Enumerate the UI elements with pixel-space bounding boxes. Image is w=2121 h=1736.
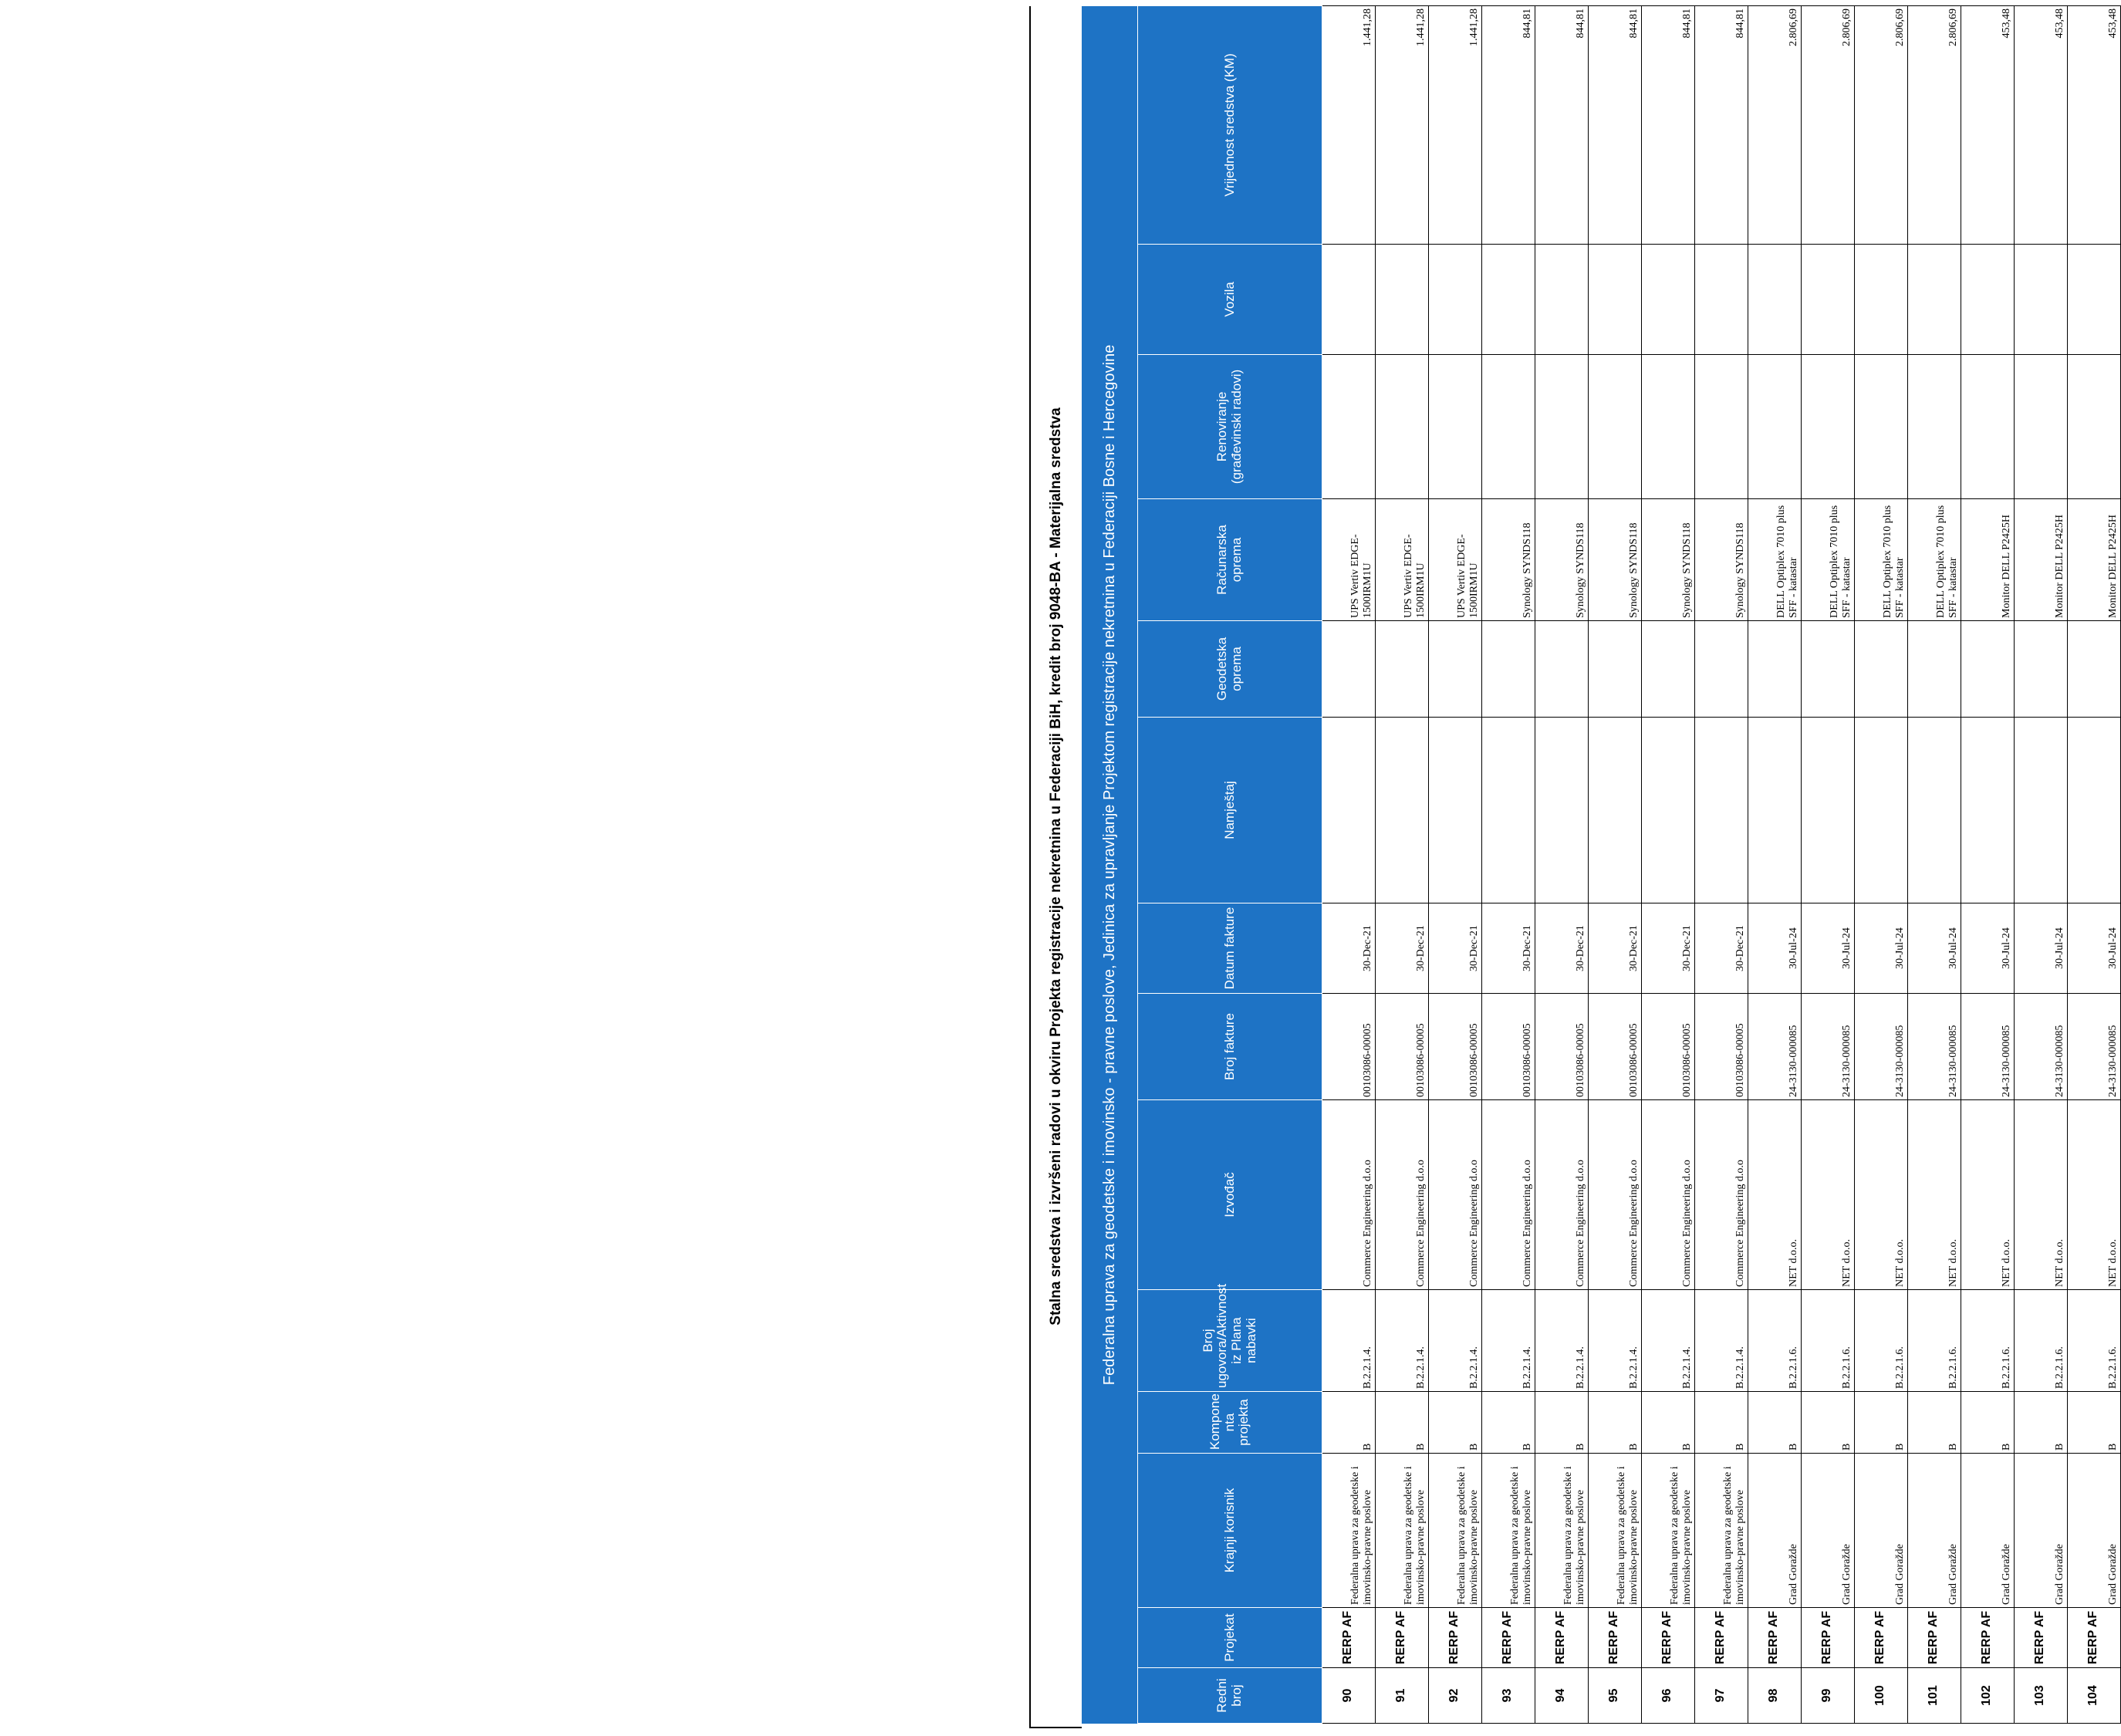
component-cell: B <box>2015 1392 2068 1454</box>
component-cell: B <box>1535 1392 1589 1454</box>
invoice-number-cell: 24-3130-000085 <box>2068 994 2121 1100</box>
component-cell: B <box>1748 1392 1802 1454</box>
contract-cell: B.2.2.1.4. <box>1482 1290 1535 1392</box>
furniture-cell <box>1695 718 1748 903</box>
computer-equipment-cell: DELL Optiplex 7010 plus SFF - katastar <box>1908 499 1961 621</box>
furniture-cell <box>1855 718 1908 903</box>
invoice-number-cell: 00103086-00005 <box>1589 994 1642 1100</box>
vehicles-cell <box>2015 245 2068 355</box>
vehicles-cell <box>1748 245 1802 355</box>
component-cell: B <box>1322 1392 1376 1454</box>
vehicles-cell <box>1589 245 1642 355</box>
contractor-cell: NET d.o.o. <box>1802 1100 1855 1290</box>
row-number: 96 <box>1642 1668 1695 1724</box>
furniture-cell <box>2068 718 2121 903</box>
contract-cell: B.2.2.1.6. <box>2015 1290 2068 1392</box>
asset-value-cell: 1.441,28 <box>1376 6 1429 245</box>
invoice-number-cell: 00103086-00005 <box>1376 994 1429 1100</box>
end-user-cell: Grad Goražde <box>1908 1454 1961 1608</box>
invoice-number-cell: 00103086-00005 <box>1482 994 1535 1100</box>
computer-equipment-cell: Synology SYNDS118 <box>1589 499 1642 621</box>
row-number: 103 <box>2015 1668 2068 1724</box>
invoice-date-cell: 30-Jul-24 <box>2068 903 2121 994</box>
col-broj-ugovora: Broj ugovora/Aktivnost iz Plana nabavki <box>1138 1290 1322 1392</box>
table-row <box>1748 6 1802 1724</box>
geodetic-equipment-cell <box>1482 621 1535 718</box>
contract-cell: B.2.2.1.4. <box>1376 1290 1429 1392</box>
contractor-cell: NET d.o.o. <box>2015 1100 2068 1290</box>
end-user-cell: Grad Goražde <box>1855 1454 1908 1608</box>
col-izvodac: Izvođač <box>1138 1100 1322 1290</box>
project-cell: RERP AF <box>1429 1608 1482 1668</box>
geodetic-equipment-cell <box>1802 621 1855 718</box>
project-cell: RERP AF <box>1748 1608 1802 1668</box>
contractor-cell: Commerce Engineering d.o.o <box>1589 1100 1642 1290</box>
row-number: 98 <box>1748 1668 1802 1724</box>
col-vozila: Vozila <box>1138 245 1322 355</box>
component-cell: B <box>1695 1392 1748 1454</box>
computer-equipment-cell: Synology SYNDS118 <box>1695 499 1748 621</box>
col-komponenta: Kompone nta projekta <box>1138 1392 1322 1454</box>
renovation-cell <box>1855 355 1908 499</box>
invoice-date-cell: 30-Dec-21 <box>1376 903 1429 994</box>
table-body <box>1322 6 2121 1724</box>
asset-value-cell: 844,81 <box>1695 6 1748 245</box>
invoice-date-cell: 30-Dec-21 <box>1695 903 1748 994</box>
renovation-cell <box>1908 355 1961 499</box>
computer-equipment-cell: UPS Vertiv EDGE-1500IRM1U <box>1322 499 1376 621</box>
renovation-cell <box>1589 355 1642 499</box>
invoice-date-cell: 30-Dec-21 <box>1535 903 1589 994</box>
project-cell: RERP AF <box>1376 1608 1429 1668</box>
contract-cell: B.2.2.1.6. <box>1802 1290 1855 1392</box>
project-cell: RERP AF <box>1482 1608 1535 1668</box>
furniture-cell <box>1322 718 1376 903</box>
row-number: 93 <box>1482 1668 1535 1724</box>
asset-value-cell: 1.441,28 <box>1429 6 1482 245</box>
table-row <box>1961 6 2015 1724</box>
table-row <box>1695 6 1748 1724</box>
project-cell: RERP AF <box>1322 1608 1376 1668</box>
component-cell: B <box>1961 1392 2015 1454</box>
invoice-date-cell: 30-Dec-21 <box>1429 903 1482 994</box>
furniture-cell <box>1908 718 1961 903</box>
end-user-cell: Federalna uprava za geodetske i imovinsko-pravne poslove <box>1376 1454 1429 1608</box>
renovation-cell <box>1429 355 1482 499</box>
furniture-cell <box>1748 718 1802 903</box>
computer-equipment-cell: DELL Optiplex 7010 plus SFF - katastar <box>1855 499 1908 621</box>
end-user-cell: Federalna uprava za geodetske i imovinsko-pravne poslove <box>1642 1454 1695 1608</box>
end-user-cell: Federalna uprava za geodetske i imovinsko-pravne poslove <box>1695 1454 1748 1608</box>
furniture-cell <box>1482 718 1535 903</box>
col-geodetska-oprema: Geodetska oprema <box>1138 621 1322 718</box>
vehicles-cell <box>1802 245 1855 355</box>
table-row <box>2015 6 2068 1724</box>
row-number: 102 <box>1961 1668 2015 1724</box>
computer-equipment-cell: Synology SYNDS118 <box>1535 499 1589 621</box>
renovation-cell <box>1695 355 1748 499</box>
project-cell: RERP AF <box>2068 1608 2121 1668</box>
geodetic-equipment-cell <box>1589 621 1642 718</box>
geodetic-equipment-cell <box>1429 621 1482 718</box>
contractor-cell: NET d.o.o. <box>2068 1100 2121 1290</box>
project-cell: RERP AF <box>2015 1608 2068 1668</box>
col-vrijednost: Vrijednost sredstva (KM) <box>1138 6 1322 245</box>
geodetic-equipment-cell <box>1376 621 1429 718</box>
invoice-date-cell: 30-Dec-21 <box>1642 903 1695 994</box>
asset-value-cell: 2.806,69 <box>1748 6 1802 245</box>
invoice-date-cell: 30-Jul-24 <box>2015 903 2068 994</box>
vehicles-cell <box>1429 245 1482 355</box>
vehicles-cell <box>1482 245 1535 355</box>
table-row <box>1642 6 1695 1724</box>
contractor-cell: NET d.o.o. <box>1908 1100 1961 1290</box>
vehicles-cell <box>2068 245 2121 355</box>
invoice-date-cell: 30-Jul-24 <box>1908 903 1961 994</box>
furniture-cell <box>2015 718 2068 903</box>
table-row <box>1908 6 1961 1724</box>
table-row <box>1589 6 1642 1724</box>
invoice-date-cell: 30-Jul-24 <box>1748 903 1802 994</box>
invoice-date-cell: 30-Jul-24 <box>1802 903 1855 994</box>
asset-value-cell: 453,48 <box>2068 6 2121 245</box>
vehicles-cell <box>1855 245 1908 355</box>
component-cell: B <box>1589 1392 1642 1454</box>
col-namjestaj: Namještaj <box>1138 718 1322 903</box>
contract-cell: B.2.2.1.4. <box>1322 1290 1376 1392</box>
computer-equipment-cell: Monitor DELL P2425H <box>1961 499 2015 621</box>
contract-cell: B.2.2.1.4. <box>1695 1290 1748 1392</box>
asset-value-cell: 2.806,69 <box>1802 6 1855 245</box>
renovation-cell <box>1748 355 1802 499</box>
col-redni-broj: Redni broj <box>1138 1668 1322 1724</box>
invoice-number-cell: 00103086-00005 <box>1429 994 1482 1100</box>
end-user-cell: Grad Goražde <box>2068 1454 2121 1608</box>
invoice-number-cell: 24-3130-000085 <box>2015 994 2068 1100</box>
component-cell: B <box>1429 1392 1482 1454</box>
vehicles-cell <box>1642 245 1695 355</box>
geodetic-equipment-cell <box>1695 621 1748 718</box>
col-krajnji-korisnik: Krajnji korisnik <box>1138 1454 1322 1608</box>
end-user-cell: Federalna uprava za geodetske i imovinsko-pravne poslove <box>1429 1454 1482 1608</box>
invoice-number-cell: 24-3130-000085 <box>1961 994 2015 1100</box>
contract-cell: B.2.2.1.6. <box>1748 1290 1802 1392</box>
project-cell: RERP AF <box>1642 1608 1695 1668</box>
computer-equipment-cell: UPS Vertiv EDGE-1500IRM1U <box>1376 499 1429 621</box>
asset-value-cell: 844,81 <box>1642 6 1695 245</box>
computer-equipment-cell: UPS Vertiv EDGE-1500IRM1U <box>1429 499 1482 621</box>
geodetic-equipment-cell <box>1961 621 2015 718</box>
table-row <box>1855 6 1908 1724</box>
component-cell: B <box>1642 1392 1695 1454</box>
computer-equipment-cell: DELL Optiplex 7010 plus SFF - katastar <box>1748 499 1802 621</box>
renovation-cell <box>1482 355 1535 499</box>
geodetic-equipment-cell <box>1642 621 1695 718</box>
project-cell: RERP AF <box>1535 1608 1589 1668</box>
project-cell: RERP AF <box>1802 1608 1855 1668</box>
contract-cell: B.2.2.1.6. <box>1908 1290 1961 1392</box>
row-number: 90 <box>1322 1668 1376 1724</box>
contract-cell: B.2.2.1.4. <box>1589 1290 1642 1392</box>
contractor-cell: NET d.o.o. <box>1855 1100 1908 1290</box>
computer-equipment-cell: Synology SYNDS118 <box>1482 499 1535 621</box>
renovation-cell <box>1376 355 1429 499</box>
computer-equipment-cell: Monitor DELL P2425H <box>2015 499 2068 621</box>
contract-cell: B.2.2.1.6. <box>2068 1290 2121 1392</box>
component-cell: B <box>1802 1392 1855 1454</box>
geodetic-equipment-cell <box>2015 621 2068 718</box>
end-user-cell: Grad Goražde <box>1802 1454 1855 1608</box>
asset-value-cell: 844,81 <box>1535 6 1589 245</box>
organization-banner: Federalna uprava za geodetske i imovinsko - pravne poslove, Jedinica za upravljanje Projektom registracije nekretnina u Federaciji Bosne i Hercegovine <box>1082 6 1137 1724</box>
contractor-cell: Commerce Engineering d.o.o <box>1695 1100 1748 1290</box>
row-number: 97 <box>1695 1668 1748 1724</box>
contractor-cell: Commerce Engineering d.o.o <box>1376 1100 1429 1290</box>
asset-value-cell: 453,48 <box>2015 6 2068 245</box>
component-cell: B <box>1482 1392 1535 1454</box>
component-cell: B <box>1908 1392 1961 1454</box>
project-cell: RERP AF <box>1695 1608 1748 1668</box>
vehicles-cell <box>1322 245 1376 355</box>
furniture-cell <box>1961 718 2015 903</box>
table-row <box>1802 6 1855 1724</box>
table-row <box>1535 6 1589 1724</box>
table-row <box>2068 6 2121 1724</box>
end-user-cell: Federalna uprava za geodetske i imovinsko-pravne poslove <box>1535 1454 1589 1608</box>
component-cell: B <box>1376 1392 1429 1454</box>
table-row <box>1429 6 1482 1724</box>
invoice-number-cell: 24-3130-000085 <box>1855 994 1908 1100</box>
geodetic-equipment-cell <box>1908 621 1961 718</box>
end-user-cell: Federalna uprava za geodetske i imovinsko-pravne poslove <box>1589 1454 1642 1608</box>
assets-table <box>1137 5 2121 1724</box>
project-cell: RERP AF <box>1589 1608 1642 1668</box>
invoice-number-cell: 00103086-00005 <box>1695 994 1748 1100</box>
asset-value-cell: 453,48 <box>1961 6 2015 245</box>
geodetic-equipment-cell <box>1855 621 1908 718</box>
end-user-cell: Federalna uprava za geodetske i imovinsko-pravne poslove <box>1322 1454 1376 1608</box>
contract-cell: B.2.2.1.4. <box>1535 1290 1589 1392</box>
row-number: 101 <box>1908 1668 1961 1724</box>
invoice-number-cell: 00103086-00005 <box>1535 994 1589 1100</box>
furniture-cell <box>1642 718 1695 903</box>
asset-value-cell: 2.806,69 <box>1908 6 1961 245</box>
renovation-cell <box>1961 355 2015 499</box>
vehicles-cell <box>1961 245 2015 355</box>
computer-equipment-cell: DELL Optiplex 7010 plus SFF - katastar <box>1802 499 1855 621</box>
component-cell: B <box>2068 1392 2121 1454</box>
contractor-cell: NET d.o.o. <box>1748 1100 1802 1290</box>
row-number: 104 <box>2068 1668 2121 1724</box>
renovation-cell <box>2068 355 2121 499</box>
col-datum-fakture: Datum fakture <box>1138 903 1322 994</box>
row-number: 95 <box>1589 1668 1642 1724</box>
invoice-number-cell: 24-3130-000085 <box>1908 994 1961 1100</box>
end-user-cell: Grad Goražde <box>1961 1454 2015 1608</box>
end-user-cell: Federalna uprava za geodetske i imovinsko-pravne poslove <box>1482 1454 1535 1608</box>
invoice-date-cell: 30-Dec-21 <box>1482 903 1535 994</box>
project-cell: RERP AF <box>1908 1608 1961 1668</box>
renovation-cell <box>1642 355 1695 499</box>
renovation-cell <box>1322 355 1376 499</box>
contractor-cell: Commerce Engineering d.o.o <box>1429 1100 1482 1290</box>
table-row <box>1322 6 1376 1724</box>
col-broj-fakture: Broj fakture <box>1138 994 1322 1100</box>
table-row <box>1482 6 1535 1724</box>
table-row <box>1376 6 1429 1724</box>
vehicles-cell <box>1535 245 1589 355</box>
rotated-sheet <box>1029 6 2119 1728</box>
geodetic-equipment-cell <box>1535 621 1589 718</box>
contractor-cell: NET d.o.o. <box>1961 1100 2015 1290</box>
project-cell: RERP AF <box>1961 1608 2015 1668</box>
document-title: Stalna sredstva i izvršeni radovi u okviru Projekta registracije nekretnina u Federaciji BiH, kredit broj 9048-BA - Materijalna sredstva <box>1029 6 1082 1728</box>
invoice-number-cell: 00103086-00005 <box>1642 994 1695 1100</box>
invoice-date-cell: 30-Jul-24 <box>1961 903 2015 994</box>
contractor-cell: Commerce Engineering d.o.o <box>1535 1100 1589 1290</box>
renovation-cell <box>1535 355 1589 499</box>
computer-equipment-cell: Monitor DELL P2425H <box>2068 499 2121 621</box>
invoice-date-cell: 30-Jul-24 <box>1855 903 1908 994</box>
project-cell: RERP AF <box>1855 1608 1908 1668</box>
col-renoviranje: Renoviranje (građevinski radovi) <box>1138 355 1322 499</box>
geodetic-equipment-cell <box>1322 621 1376 718</box>
invoice-date-cell: 30-Dec-21 <box>1322 903 1376 994</box>
row-number: 99 <box>1802 1668 1855 1724</box>
row-number: 91 <box>1376 1668 1429 1724</box>
end-user-cell: Grad Goražde <box>2015 1454 2068 1608</box>
asset-value-cell: 844,81 <box>1589 6 1642 245</box>
col-racunarska-oprema: Računarska oprema <box>1138 499 1322 621</box>
geodetic-equipment-cell <box>1748 621 1802 718</box>
invoice-number-cell: 00103086-00005 <box>1322 994 1376 1100</box>
contractor-cell: Commerce Engineering d.o.o <box>1642 1100 1695 1290</box>
geodetic-equipment-cell <box>2068 621 2121 718</box>
contractor-cell: Commerce Engineering d.o.o <box>1482 1100 1535 1290</box>
invoice-number-cell: 24-3130-000085 <box>1748 994 1802 1100</box>
vehicles-cell <box>1695 245 1748 355</box>
invoice-number-cell: 24-3130-000085 <box>1802 994 1855 1100</box>
contract-cell: B.2.2.1.4. <box>1429 1290 1482 1392</box>
renovation-cell <box>1802 355 1855 499</box>
row-number: 94 <box>1535 1668 1589 1724</box>
vehicles-cell <box>1376 245 1429 355</box>
contract-cell: B.2.2.1.4. <box>1642 1290 1695 1392</box>
furniture-cell <box>1535 718 1589 903</box>
furniture-cell <box>1376 718 1429 903</box>
computer-equipment-cell: Synology SYNDS118 <box>1642 499 1695 621</box>
vehicles-cell <box>1908 245 1961 355</box>
contractor-cell: Commerce Engineering d.o.o <box>1322 1100 1376 1290</box>
asset-value-cell: 1.441,28 <box>1322 6 1376 245</box>
renovation-cell <box>2015 355 2068 499</box>
col-projekat: Projekat <box>1138 1608 1322 1668</box>
asset-value-cell: 844,81 <box>1482 6 1535 245</box>
component-cell: B <box>1855 1392 1908 1454</box>
asset-value-cell: 2.806,69 <box>1855 6 1908 245</box>
furniture-cell <box>1802 718 1855 903</box>
end-user-cell: Grad Goražde <box>1748 1454 1802 1608</box>
row-number: 100 <box>1855 1668 1908 1724</box>
header-row <box>1138 6 1322 1724</box>
contract-cell: B.2.2.1.6. <box>1961 1290 2015 1392</box>
invoice-date-cell: 30-Dec-21 <box>1589 903 1642 994</box>
furniture-cell <box>1589 718 1642 903</box>
furniture-cell <box>1429 718 1482 903</box>
row-number: 92 <box>1429 1668 1482 1724</box>
contract-cell: B.2.2.1.6. <box>1855 1290 1908 1392</box>
